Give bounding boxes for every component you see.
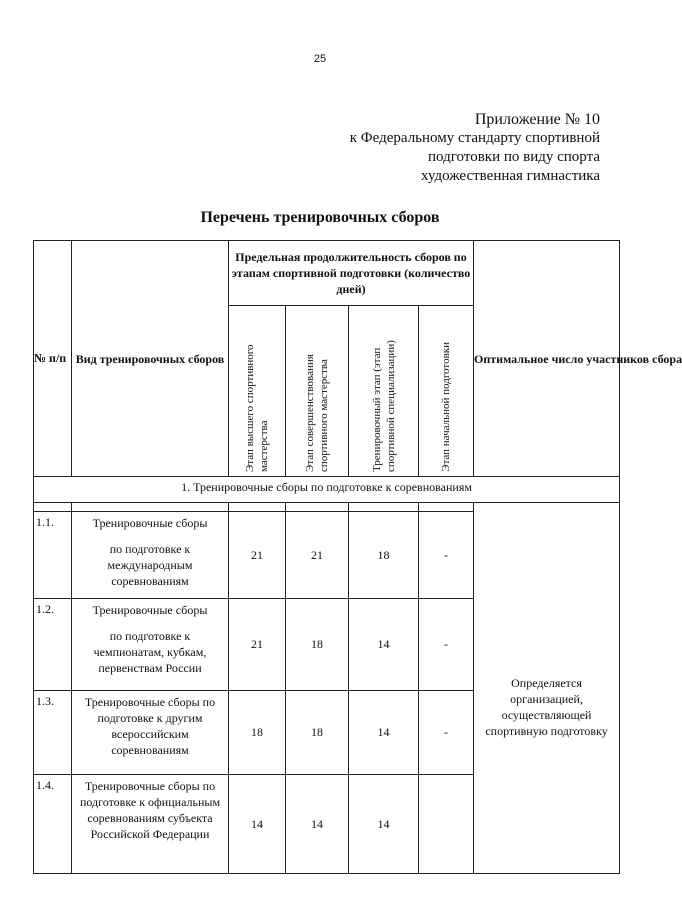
row-value-stage3: 14 [349, 599, 419, 691]
table-row [34, 512, 620, 599]
appendix-block [350, 110, 600, 186]
spacer-row [34, 503, 620, 512]
row-value-stage4: - [419, 512, 474, 599]
header-stage-training: Тренировочный этап (этап спортивной специализации) [349, 306, 419, 477]
training-camps-table [33, 240, 682, 874]
row-value-stage4 [419, 775, 474, 874]
row-value-stage4: - [419, 691, 474, 775]
row-camp-type: Тренировочные сборы по подготовке к международным соревнованиям [72, 512, 229, 599]
row-camp-type: Тренировочные сборы по подготовке к официальным соревнованиям субъекта Российской Федерации [72, 775, 229, 874]
row-camp-type: Тренировочные сборы по подготовке к другим всероссийским соревнованиям [72, 691, 229, 775]
section-row [34, 477, 620, 503]
row-value-stage1: 21 [229, 512, 286, 599]
appendix-line-3: подготовки по виду спорта [428, 149, 600, 165]
row-value-stage3: 18 [349, 512, 419, 599]
row-value-stage4: - [419, 599, 474, 691]
row-value-stage2: 21 [286, 512, 349, 599]
row-value-stage1: 14 [229, 775, 286, 874]
row-value-stage2: 18 [286, 691, 349, 775]
appendix-line-2: к Федеральному стандарту спортивной [349, 130, 600, 146]
page-number: 25 [313, 53, 327, 65]
appendix-line-4: художественная гимнастика [421, 168, 600, 184]
header-stage-initial: Этап начальной подготовки [419, 306, 474, 477]
row-number: 1.3. [34, 691, 72, 775]
document-title: Перечень тренировочных сборов [200, 209, 440, 226]
row-number: 1.4. [34, 775, 72, 874]
appendix-line-1: Приложение № 10 [474, 111, 600, 128]
header-row-1 [34, 241, 620, 306]
header-optimal-participants: Оптимальное число участников сбора [474, 241, 620, 477]
row-value-stage2: 14 [286, 775, 349, 874]
optimal-participants-cell: Определяется организацией, осуществляющей спортивную подготовку [474, 512, 620, 874]
header-number: № п/п [34, 241, 72, 477]
row-value-stage2: 18 [286, 599, 349, 691]
row-camp-type: Тренировочные сборы по подготовке к чемпионатам, кубкам, первенствам России [72, 599, 229, 691]
row-value-stage3: 14 [349, 691, 419, 775]
row-value-stage1: 18 [229, 691, 286, 775]
row-number: 1.2. [34, 599, 72, 691]
row-value-stage3: 14 [349, 775, 419, 874]
header-stage-higher-mastery: Этап высшего спортивного мастерства [229, 306, 286, 477]
row-value-stage1: 21 [229, 599, 286, 691]
section-title: 1. Тренировочные сборы по подготовке к соревнованиям [34, 477, 620, 503]
row-number: 1.1. [34, 512, 72, 599]
header-camp-type: Вид тренировочных сборов [72, 241, 229, 477]
header-duration-group: Предельная продолжительность сборов по этапам спортивной подготовки (количество дней) [229, 241, 474, 306]
header-stage-improvement: Этап совершенствования спортивного мастерства [286, 306, 349, 477]
